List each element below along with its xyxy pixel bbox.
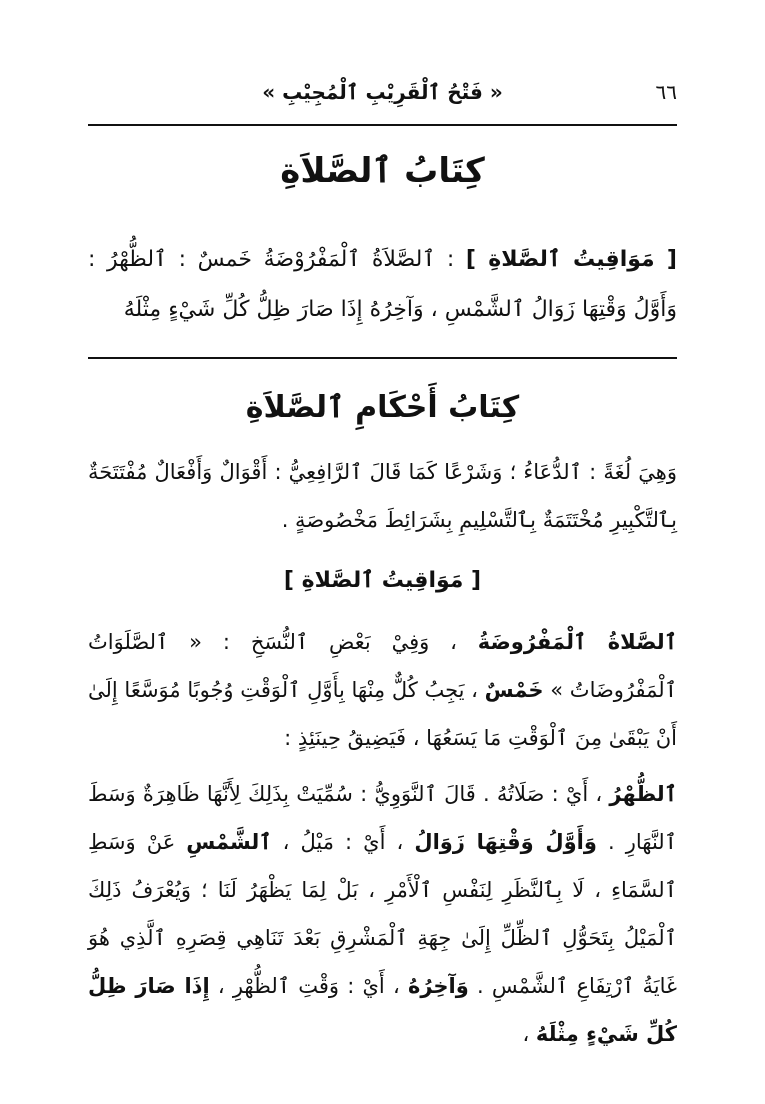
section-divider xyxy=(88,357,677,359)
page-header xyxy=(88,80,677,110)
matn-quote: ٱلظُّهْرُ xyxy=(609,782,677,806)
definition-paragraph: وَهِيَ لُغَةً : ٱلدُّعَاءُ ؛ وَشَرْعًا كَمَا قَالَ ٱلرَّافِعِيُّ : أَقْوَالٌ وَأَفْعَالٌ مُفْتَتَحَةٌ بِٱلتَّكْبِيرِ مُخْتَتَمَةٌ بِٱلتَّسْلِيمِ بِشَرَائِطَ مَخْصُوصَةٍ . xyxy=(88,460,677,532)
matn-text xyxy=(88,235,677,335)
header-rule xyxy=(88,124,677,126)
matn-body: : ٱلصَّلاَةُ ٱلْمَفْرُوْضَةُ خَمسٌ : ٱلظُّهْرُ : وَأَوَّلُ وَقْتِهَا زَوَالُ ٱلشَّمْسِ ، وَآخِرُهُ إِذَا صَارَ ظِلُّ كُلِّ شَيْءٍ مِثْلَهُ xyxy=(88,247,677,322)
commentary-paragraph-2 xyxy=(88,770,677,1058)
page-number: ٦٦ xyxy=(655,80,677,104)
commentary-text: ، وَفِيْ بَعْضِ ٱلنُّسَخِ : « ٱلصَّلَوَاتُ ٱلْمَفْرُوضَاتُ » xyxy=(88,630,677,702)
section-subheading: [ مَوَاقِيتُ ٱلصَّلاةِ ] xyxy=(283,568,482,593)
matn-section-label: [ مَوَاقِيتُ ٱلصَّلاةِ ] xyxy=(465,247,677,272)
matn-quote: خَمْسٌ xyxy=(484,678,544,702)
commentary-heading: كِتَابُ أَحْكَامِ ٱلصَّلاَةِ xyxy=(245,390,520,425)
chapter-heading: كِتَابُ ٱلصَّلاَةِ xyxy=(280,151,485,191)
commentary-text: ، يَجِبُ كُلٌّ مِنْهَا بِأَوَّلِ ٱلْوَقْتِ وُجُوبًا مُوَسَّعًا إِلَىٰ أَنْ يَبْقَىٰ مِنَ ٱلْوَقْتِ مَا يَسَعُهَا ، فَيَضِيقُ حِينَئِذٍ : xyxy=(88,678,677,750)
commentary-text: ، xyxy=(522,1022,536,1046)
commentary-text: ، أَيْ : مَيْلُ ، xyxy=(271,830,415,854)
running-title: « فَتْحُ ٱلْقَرِيْبِ ٱلْمُجِيْبِ » xyxy=(262,80,503,104)
matn-quote: ٱلشَّمْسِ xyxy=(186,830,272,854)
matn-quote: ٱلصَّلاةُ ٱلْمَفْرُوضَةُ xyxy=(477,630,677,654)
matn-quote: وَآخِرُهُ xyxy=(407,974,469,998)
commentary-text: ، أَيْ : صَلَاتُهُ . قَالَ ٱلنَّوَوِيُّ : سُمِّيَتْ بِذَلِكَ لِأَنَّهَا ظَاهِرَةٌ وَسَطَ ٱلنَّهَارِ . xyxy=(88,782,677,854)
matn-quote: إِذَا صَارَ ظِلُّ كُلِّ شَيْءٍ مِثْلَهُ xyxy=(88,974,677,1046)
commentary-text: عَنْ وَسَطِ ٱلسَّمَاءِ ، لَا بِٱلنَّظَرِ لِنَفْسِ ٱلْأَمْرِ ، بَلْ لِمَا يَظْهَرُ لَنَا ؛ وَيُعْرَفُ ذَلِكَ ٱلْمَيْلُ بِتَحَوُّلِ ٱلظِّلِّ إِلَىٰ جِهَةِ ٱلْمَشْرِقِ بَعْدَ تَنَاهِي قِصَرِهِ ٱلَّذِي هُوَ غَايَةُ ٱرْتِفَاعِ ٱلشَّمْسِ . xyxy=(88,830,677,998)
matn-quote: وَأَوَّلُ وَقْتِهَا زَوَالُ xyxy=(414,830,597,854)
commentary-text: ، أَيْ : وَقْتِ ٱلظُّهْرِ ، xyxy=(209,974,408,998)
commentary-paragraph-1 xyxy=(88,618,677,762)
